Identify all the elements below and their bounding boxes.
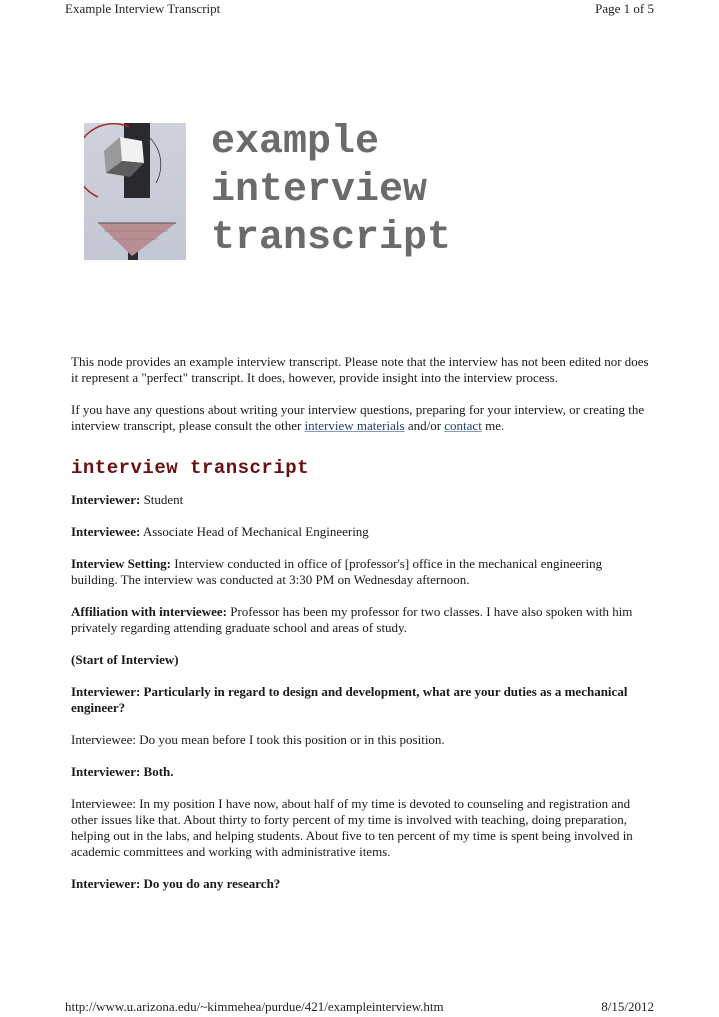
meta-interviewer-label: Interviewer: — [71, 492, 141, 507]
question-1-text: Interviewer: Particularly in regard to design and development, what are your duties as a mechanical engineer? — [71, 684, 628, 715]
meta-setting — [71, 556, 651, 588]
intro-paragraph-2 — [71, 402, 651, 434]
print-header — [0, 0, 719, 20]
interview-materials-link[interactable]: interview materials — [304, 418, 405, 433]
transcript-start — [71, 652, 651, 668]
section-heading: interview transcript — [71, 457, 310, 479]
footer-date: 8/15/2012 — [601, 999, 654, 1014]
header-page-number: Page 1 of 5 — [595, 1, 654, 16]
transcript-answer: Interviewee: In my position I have now, about half of my time is devoted to counseling and registration and other issues like that. About thirty to forty percent of my time is involved with teaching, doing preparation, helping out in the labs, and helping students. About five to ten percent of my time is spent being involved in academic committees and working with administrative items. — [71, 796, 633, 859]
question-2-text: Interviewer: Both. — [71, 764, 174, 779]
page-title-line-2: interview — [211, 168, 428, 213]
transcript-answer: Interviewee: Do you mean before I took this position or in this position. — [71, 732, 445, 747]
question-3-text: Interviewer: Do you do any research? — [71, 876, 281, 891]
page-title-line-3: transcript — [211, 216, 452, 261]
meta-affiliation-value: Professor has been my professor for two classes. I have also spoken with him privately regarding attending graduate school and areas of study. — [71, 604, 633, 635]
meta-affiliation — [71, 604, 651, 636]
meta-interviewer-value: Student — [140, 492, 184, 507]
footer-url: http://www.u.arizona.edu/~kimmehea/purdue/421/exampleinterview.htm — [65, 999, 444, 1014]
transcript-question — [71, 684, 651, 716]
transcript-question — [71, 764, 651, 780]
meta-interviewee — [71, 524, 651, 540]
contact-link[interactable]: contact — [444, 418, 482, 433]
meta-interviewee-label: Interviewee: — [71, 524, 141, 539]
intro-p2-text-after: me. — [481, 418, 505, 433]
page-title — [211, 119, 451, 263]
intro-p2-text-middle: and/or — [404, 418, 445, 433]
meta-interviewer — [71, 492, 651, 508]
intro-paragraph-1: This node provides an example interview transcript. Please note that the interview has not been edited nor does it represent a "perfect" transcript. It does, however, provide insight into the interview process. — [71, 354, 649, 385]
page-title-line-1: example — [211, 120, 380, 165]
meta-affiliation-label: Affiliation with interviewee: — [71, 604, 227, 619]
transcript-start-text: (Start of Interview) — [71, 652, 179, 667]
intro-p2-text-before: If you have any questions about writing your interview questions, preparing for your interview, or creating the interview transcript, please consult the other — [71, 402, 645, 433]
print-footer — [0, 999, 719, 1017]
meta-setting-value: Interview conducted in office of [professor's] office in the mechanical engineering building. The interview was conducted at 3:30 PM on Wednesday afternoon. — [71, 556, 603, 587]
transcript-question — [71, 876, 651, 892]
logo-artwork-image — [84, 123, 186, 260]
meta-interviewee-value: Associate Head of Mechanical Engineering — [140, 524, 369, 539]
meta-setting-label: Interview Setting: — [71, 556, 172, 571]
header-doc-title: Example Interview Transcript — [65, 1, 221, 16]
main-content — [71, 354, 651, 908]
